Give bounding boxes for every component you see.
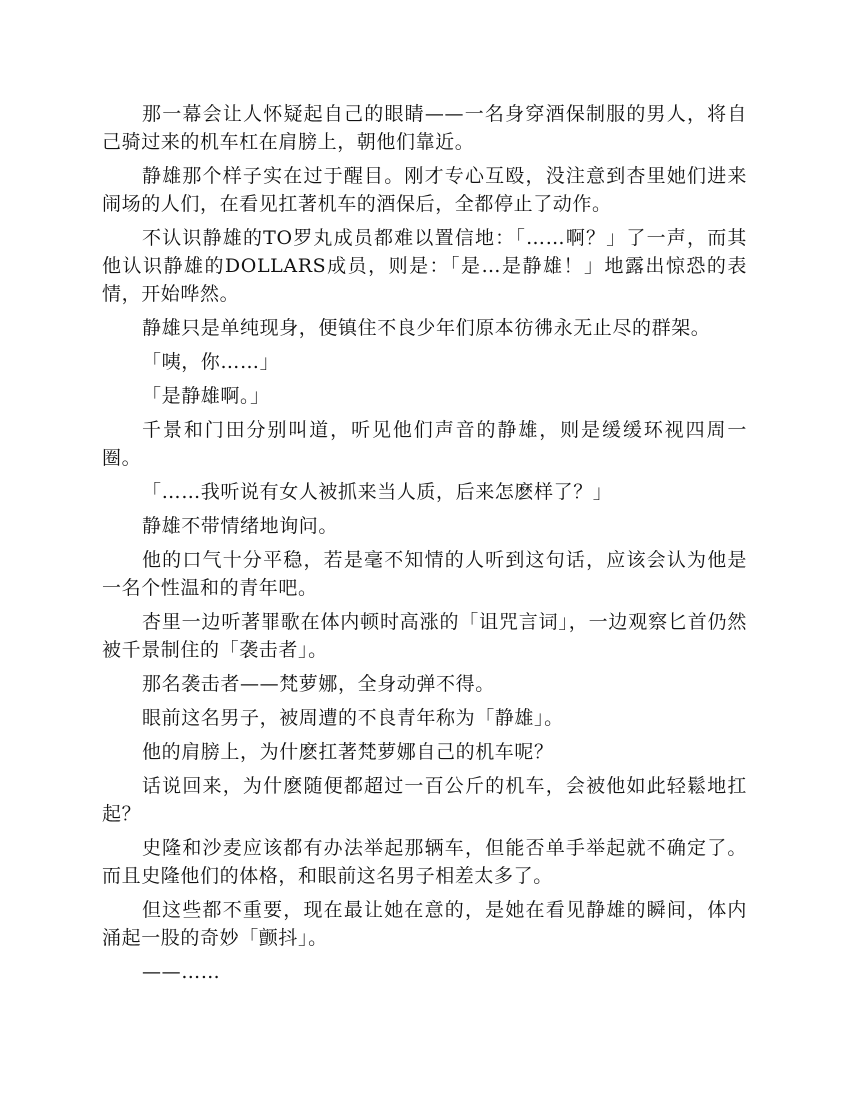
paragraph: 静雄不带情绪地询问。 <box>142 515 339 537</box>
paragraph: 但这些都不重要，现在最让她在意的，是她在看见静雄的瞬间，体内涌起一股的奇妙「颤抖」。 <box>102 899 747 949</box>
paragraph: 「……我听说有女人被抓来当人质，后来怎麽样了？」 <box>142 481 613 503</box>
paragraph: 他的口气十分平稳，若是毫不知情的人听到这句话，应该会认为他是一名个性温和的青年吧。 <box>102 549 747 599</box>
paragraph: 杏里一边听著罪歌在体内顿时高涨的「诅咒言词」，一边观察匕首仍然被千景制住的「袭击者」。 <box>102 611 747 661</box>
paragraph: 史隆和沙麦应该都有办法举起那辆车，但能否单手举起就不确定了。而且史隆他们的体格，和眼前这名男子相差太多了。 <box>102 837 747 887</box>
paragraph: ——…… <box>142 961 221 983</box>
body-text <box>102 100 747 992</box>
paragraph: 眼前这名男子，被周遭的不良青年称为「静雄」。 <box>142 707 564 729</box>
paragraph: 静雄只是单纯现身，便镇住不良少年们原本彷彿永无止尽的群架。 <box>142 317 711 339</box>
paragraph: 「咦，你……」 <box>142 351 280 373</box>
paragraph: 那一幕会让人怀疑起自己的眼睛——一名身穿酒保制服的男人，将自己骑过来的机车杠在肩膀上，朝他们靠近。 <box>102 103 747 153</box>
paragraph: 话说回来，为什麽随便都超过一百公斤的机车，会被他如此轻鬆地扛起？ <box>102 775 747 825</box>
paragraph: 千景和门田分别叫道，听见他们声音的静雄，则是缓缓环视四周一圈。 <box>102 419 747 469</box>
paragraph: 静雄那个样子实在过于醒目。刚才专心互殴，没注意到杏里她们进来闹场的人们，在看见扛著机车的酒保后，全都停止了动作。 <box>102 165 747 215</box>
paragraph: 他的肩膀上，为什麽扛著梵萝娜自己的机车呢？ <box>142 741 554 763</box>
paragraph: 「是静雄啊。」 <box>142 385 270 407</box>
paragraph: 那名袭击者——梵萝娜，全身动弹不得。 <box>142 673 495 695</box>
paragraph: 不认识静雄的TO罗丸成员都难以置信地：「……啊？」了一声，而其他认识静雄的DOLLARS成员，则是：「是…是静雄！」地露出惊恐的表情，开始哗然。 <box>102 227 747 305</box>
